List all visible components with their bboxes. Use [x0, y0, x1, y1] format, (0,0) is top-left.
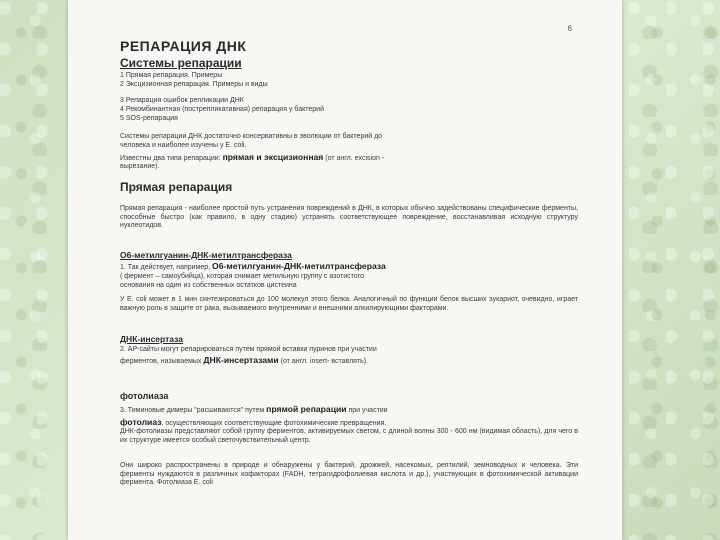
- insertase-heading: ДНК-инсертаза: [120, 334, 183, 344]
- photolyase-paragraph-2: Они широко распространены в природе и обнаружены у бактерий, дрожжей, насекомых, рептилий, земноводных и человека. Эти ферменты нуждаются в различных кофакторах (FADH, тетрагидрофолиевая кислота и др.), участвующих в фотохимической активации фермента. Фотолиаза E. coli: [120, 462, 578, 487]
- direct-repair-paragraph: Прямая репарация - наиболее простой путь устранения повреждений в ДНК, в которых обычно задействованы специфические ферменты, способные быстро (как правило, в одну стадию) устранять соответствующее повреждение, восстанавливая исходную структуру нуклеотидов.: [120, 205, 578, 230]
- systems-intro-line-1: Системы репарации ДНК достаточно консервативны в эволюции от бактерий до: [120, 133, 383, 140]
- page-title: РЕПАРАЦИЯ ДНК: [120, 38, 247, 54]
- photolyase-line-2: фотолиаз, осуществляющих соответствующие фотохимические превращения.: [120, 417, 387, 427]
- mgmt-line-3: основания на один из собственных остатков цистеина: [120, 282, 297, 289]
- systems-item-4: 4 Рекомбинантная (пострепликативная) репарация у бактерий: [120, 106, 324, 113]
- photolyase-paragraph: ДНК-фотолиазы представляют собой группу ферментов, активируемых светом, с длиной волны 300 - 600 нм (видимая область), для чего в их структуре имеется особый светочувствительный центр.: [120, 428, 578, 444]
- insertase-line-2: ферментов, называемых ДНК-инсертазами (от англ. insert- вставлять).: [120, 355, 369, 365]
- page-number: 6: [567, 24, 572, 33]
- repair-types-line: Известны два типа репарации: прямая и эксцизионная (от англ. excision -: [120, 152, 385, 162]
- mgmt-paragraph: У E. coli может в 1 мин синтезироваться до 100 молекул этого белка. Аналогичный по функции белок высших эукариот, очевидно, играет важную роль в защите от рака, вызываемого внутренними и внешними алкилирующими факторами.: [120, 296, 578, 312]
- systems-item-3: 3 Репарация ошибок репликации ДНК: [120, 97, 244, 104]
- document-page: [68, 0, 622, 540]
- mgmt-line-1: 1. Так действует, например, O6-метилгуанин-ДНК-метилтрансфераза: [120, 261, 386, 271]
- mgmt-line-2: ( фермент – самоубийца), которая снимает метильную группу с азотистого: [120, 273, 364, 280]
- direct-repair-heading: Прямая репарация: [120, 180, 233, 194]
- insertase-line-1: 2. АР-сайты могут репарироваться путем прямой вставки пуринов при участии: [120, 346, 377, 353]
- systems-heading: Системы репарации: [120, 56, 242, 70]
- photolyase-heading: фотолиаза: [120, 391, 169, 401]
- mgmt-heading: O6-метилгуанин-ДНК-метилтрансфераза: [120, 250, 292, 260]
- systems-intro-line-2: человека и наиболее изучены у E. coli.: [120, 142, 247, 149]
- systems-item-5: 5 SOS-репарация: [120, 115, 178, 122]
- systems-item-1: 1 Прямая репарация. Примеры: [120, 72, 223, 79]
- photolyase-line-1: 3. Тиминовые димеры "расшиваются" путем прямой репарации при участии: [120, 404, 388, 414]
- systems-item-2: 2 Эксцизионная репарация. Примеры и виды: [120, 81, 268, 88]
- repair-types-line-2: вырезание).: [120, 163, 160, 170]
